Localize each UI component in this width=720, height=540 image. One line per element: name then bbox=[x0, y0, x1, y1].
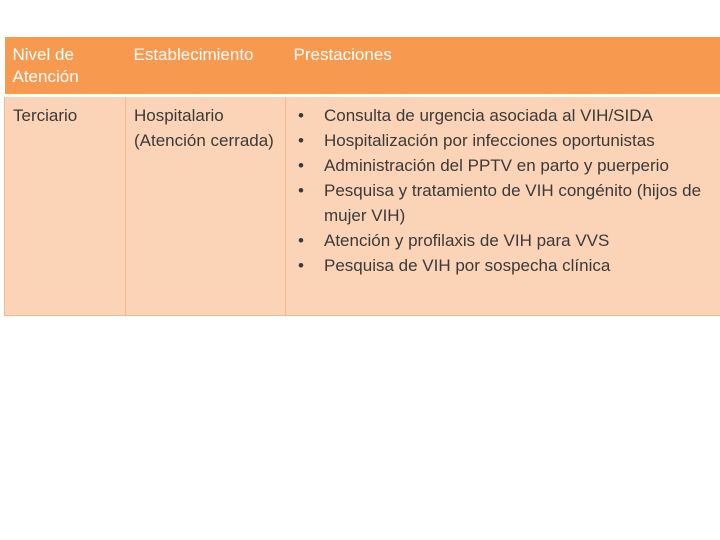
service-text: Administración del PPTV en parto y puerperio bbox=[324, 156, 669, 175]
service-text: Pesquisa de VIH por sospecha clínica bbox=[324, 256, 611, 275]
bullet-icon: • bbox=[298, 256, 304, 275]
list-item bbox=[298, 128, 713, 153]
service-text: Pesquisa y tratamiento de VIH congénito (hijos de mujer VIH) bbox=[324, 181, 702, 225]
cell-establecimiento: Hospitalario (Atención cerrada) bbox=[126, 96, 286, 316]
list-item bbox=[298, 178, 713, 228]
cell-prestaciones bbox=[286, 96, 720, 316]
list-item bbox=[298, 103, 713, 128]
service-text: Atención y profilaxis de VIH para VVS bbox=[324, 231, 610, 250]
service-text: Hospitalización por infecciones oportunistas bbox=[324, 131, 655, 150]
cell-nivel: Terciario bbox=[5, 96, 126, 316]
bullet-icon: • bbox=[298, 181, 304, 200]
bullet-icon: • bbox=[298, 106, 304, 125]
header-nivel-atencion: Nivel de Atención bbox=[5, 37, 126, 96]
list-item bbox=[298, 228, 713, 253]
bullet-icon: • bbox=[298, 131, 304, 150]
bullet-icon: • bbox=[298, 156, 304, 175]
services-list bbox=[294, 103, 713, 278]
bullet-icon: • bbox=[298, 231, 304, 250]
header-prestaciones: Prestaciones bbox=[286, 37, 720, 96]
list-item bbox=[298, 153, 713, 178]
table-header-row bbox=[5, 37, 720, 96]
table-row bbox=[5, 96, 720, 316]
list-item bbox=[298, 253, 713, 278]
attention-levels-table bbox=[4, 37, 720, 316]
header-establecimiento: Establecimiento bbox=[126, 37, 286, 96]
service-text: Consulta de urgencia asociada al VIH/SIDA bbox=[324, 106, 653, 125]
